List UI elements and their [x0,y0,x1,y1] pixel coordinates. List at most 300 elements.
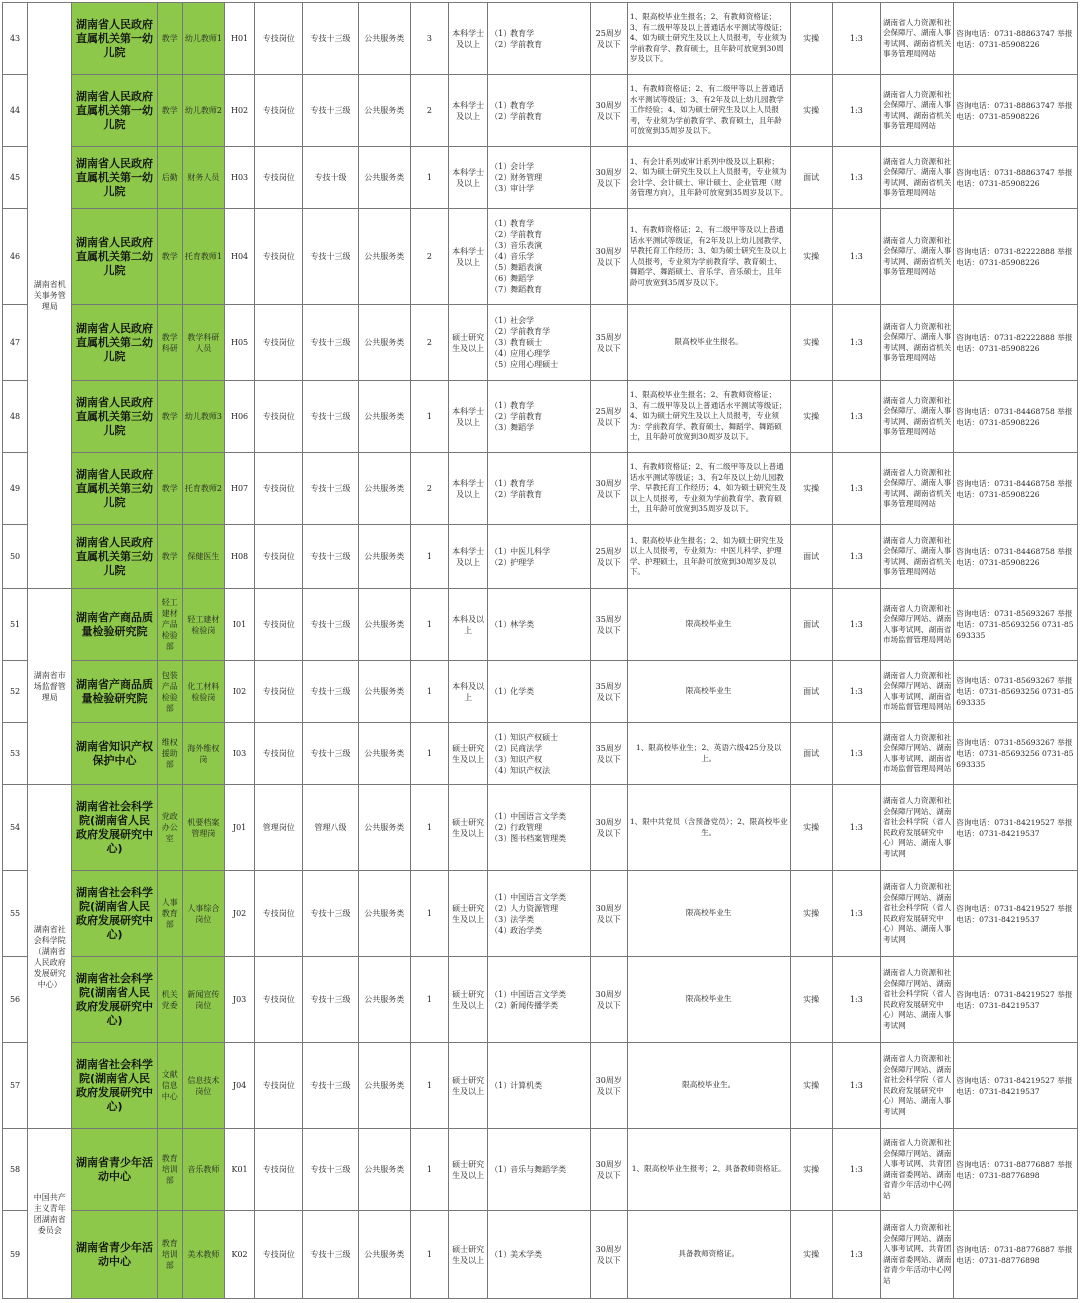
age-requirement: 30周岁及以下 [590,75,627,147]
hiring-count: 1 [410,871,448,957]
education-requirement: 本科学士及以上 [449,75,488,147]
row-number: 50 [3,525,28,589]
row-number: 46 [3,209,28,305]
table-row [3,661,1078,723]
position-name: 信息技术岗位 [182,1043,224,1129]
major-item-text: 知识产权硕士 [510,732,559,742]
position-level: 专技十三级 [303,3,358,75]
position-category: 公共服务类 [358,75,410,147]
position-name: 幼儿教师1 [182,3,224,75]
major-item-number: （6） [490,274,512,283]
position-category: 公共服务类 [358,381,410,453]
major-item-text: 学前教育 [510,489,543,499]
other-requirements: 限高校毕业生报名。 [627,305,790,381]
education-requirement: 硕士研究生及以上 [449,1211,488,1299]
position-name: 人事综合岗位 [182,871,224,957]
major-item-text: 舞蹈学 [510,274,535,283]
age-requirement: 30周岁及以下 [590,147,627,209]
employer-unit: 湖南省产商品质量检验研究院 [72,589,157,661]
publish-websites: 湖南省人力资源和社会保障厅、湖南人事考试网、湖南省机关事务管理局网站 [880,75,953,147]
contact-phones: 咨询电话：0731-84219527 举报电话：0731-84219537 [954,1043,1078,1129]
major-item-number: （1） [490,100,512,110]
position-level: 专技十三级 [303,661,358,723]
major-item-number: （1） [490,620,512,629]
major-item [490,422,587,433]
major-item-number: （7） [490,285,512,294]
competent-organization: 湖南省机关事务管理局 [28,3,72,589]
major-item-text: 林学类 [510,620,535,629]
major-item-number: （1） [490,989,512,999]
position-name: 美术教师 [182,1211,224,1299]
hiring-count: 2 [410,75,448,147]
major-list [488,723,590,785]
age-requirement: 25周岁及以下 [590,525,627,589]
education-requirement: 硕士研究生及以上 [449,305,488,381]
major-item [490,903,587,914]
major-item-text: 教育学 [510,401,535,410]
major-item [490,284,587,295]
major-item [490,546,587,557]
row-number: 45 [3,147,28,209]
major-item [490,337,587,348]
position-category: 公共服务类 [358,661,410,723]
employer-unit: 湖南省产商品质量检验研究院 [72,661,157,723]
major-list [488,147,590,209]
major-item-number: （2） [490,743,512,753]
major-item-text: 音乐学 [510,252,535,261]
major-item [490,111,587,122]
major-list [488,525,590,589]
major-item-text: 中医儿科学 [510,546,551,556]
row-number: 57 [3,1043,28,1129]
contact-phones: 咨询电话：0731-88863747 举报电话：0731-85908226 [954,147,1078,209]
major-list [488,453,590,525]
major-list [488,957,590,1043]
hiring-count: 1 [410,1129,448,1211]
hiring-count: 3 [410,3,448,75]
position-code: J02 [225,871,255,957]
major-item [490,251,587,262]
publish-websites: 湖南省人力资源和社会保障厅网站、湖南人事考试网、共青团湖南省委网站、湖南省青少年活动中心网站 [880,1211,953,1299]
position-name: 幼儿教师2 [182,75,224,147]
contact-phones: 咨询电话：0731-85693267 举报电话：0731-85693256 0731-85693335 [954,589,1078,661]
position-category: 公共服务类 [358,871,410,957]
major-item-text: 计算机类 [510,1081,543,1090]
other-requirements: 1、限高校毕业生；2、英语六级425分及以上。 [627,723,790,785]
employer-unit: 湖南省人民政府直属机关第一幼儿院 [72,147,157,209]
position-type: 专技岗位 [255,661,303,723]
major-item-number: （1） [490,732,512,742]
major-list [488,305,590,381]
position-type: 专技岗位 [255,871,303,957]
major-item-text: 财务管理 [510,173,543,182]
competent-organization: 湖南省市场监督管理局 [28,589,72,785]
position-code: J01 [225,785,255,871]
major-item [490,218,587,229]
major-list [488,381,590,453]
major-item-text: 学前教育 [510,412,543,421]
exam-method: 实操 [790,453,832,525]
exam-method: 面试 [790,525,832,589]
table-row [3,453,1078,525]
major-item-number: （2） [490,111,512,121]
department: 教育培训部 [157,1211,182,1299]
major-item-number: （2） [490,489,512,499]
position-name: 新闻宣传岗位 [182,957,224,1043]
major-item [490,732,587,743]
position-name: 托育教师1 [182,209,224,305]
other-requirements: 限高校毕业生。 [627,1043,790,1129]
major-item-text: 美术学类 [510,1250,543,1259]
other-requirements: 1、限高校毕业生报考；2、具备教师资格证。 [627,1129,790,1211]
major-list [488,1211,590,1299]
major-item-number: （1） [490,401,512,410]
major-item [490,183,587,194]
position-type: 专技岗位 [255,3,303,75]
major-item-text: 教育学 [510,28,535,38]
major-item [490,161,587,172]
position-code: I02 [225,661,255,723]
age-requirement: 30周岁及以下 [590,1211,627,1299]
position-type: 专技岗位 [255,75,303,147]
row-number: 55 [3,871,28,957]
major-item-text: 护理学 [510,557,535,567]
age-requirement: 35周岁及以下 [590,305,627,381]
table-row [3,1211,1078,1299]
major-item-number: （3） [490,423,512,432]
interview-ratio: 1:3 [832,1129,880,1211]
contact-phones: 咨询电话：0731-85693267 举报电话：0731-85693256 0731-85693335 [954,661,1078,723]
education-requirement: 本科及以上 [449,589,488,661]
position-level: 专技十三级 [303,305,358,381]
major-item-text: 教育学 [510,219,535,228]
other-requirements: 限高校毕业生 [627,957,790,1043]
age-requirement: 25周岁及以下 [590,381,627,453]
exam-method: 实操 [790,1043,832,1129]
contact-phones: 咨询电话：0731-84219527 举报电话：0731-84219537 [954,785,1078,871]
row-number: 47 [3,305,28,381]
position-name: 音乐教师 [182,1129,224,1211]
major-item-number: （1） [490,162,512,171]
interview-ratio: 1:3 [832,209,880,305]
position-type: 专技岗位 [255,209,303,305]
education-requirement: 本科及以上 [449,661,488,723]
major-item-number: （1） [490,546,512,556]
publish-websites: 湖南省人力资源和社会保障厅、湖南人事考试网、湖南省机关事务管理局网站 [880,381,953,453]
major-item [490,686,587,697]
other-requirements: 具备教师资格证。 [627,1211,790,1299]
position-level: 专技十三级 [303,209,358,305]
publish-websites: 湖南省人力资源和社会保障厅网站、湖南省社会科学院（省人民政府发展研究中心）网站、湖南人事考试网 [880,871,953,957]
recruitment-table [2,2,1078,1299]
position-level: 专技十三级 [303,723,358,785]
exam-method: 实操 [790,75,832,147]
major-item-text: 中国语言文学类 [510,892,567,902]
position-level: 专技十三级 [303,525,358,589]
major-item-number: （1） [490,1165,512,1174]
other-requirements: 1、限高校毕业生报名；2、如为硕士研究生及以上人员报考，专业须为：中医儿科学、护理学、护理硕士，且年龄可放宽到30周岁及以下。 [627,525,790,589]
major-item-text: 化学类 [510,687,535,696]
position-name: 机要档案管理岗 [182,785,224,871]
major-item-number: （2） [490,903,512,913]
age-requirement: 30周岁及以下 [590,957,627,1043]
major-item-number: （2） [490,173,512,182]
position-level: 专技十三级 [303,453,358,525]
major-item [490,765,587,776]
position-category: 公共服务类 [358,1211,410,1299]
interview-ratio: 1:3 [832,381,880,453]
major-item [490,833,587,844]
hiring-count: 1 [410,723,448,785]
hiring-count: 1 [410,381,448,453]
position-category: 公共服务类 [358,1129,410,1211]
department: 文献信息中心 [157,1043,182,1129]
hiring-count: 1 [410,661,448,723]
row-number: 53 [3,723,28,785]
position-code: J04 [225,1043,255,1129]
table-row [3,75,1078,147]
employer-unit: 湖南省人民政府直属机关第二幼儿院 [72,305,157,381]
contact-phones: 咨询电话：0731-84219527 举报电话：0731-84219537 [954,957,1078,1043]
position-name: 化工材料检验岗 [182,661,224,723]
major-item-text: 政治学类 [510,925,543,935]
position-level: 专技十三级 [303,871,358,957]
major-item-number: （3） [490,914,512,924]
exam-method: 实操 [790,871,832,957]
position-category: 公共服务类 [358,209,410,305]
employer-unit: 湖南省人民政府直属机关第二幼儿院 [72,209,157,305]
major-item-number: （2） [490,327,512,336]
major-list [488,589,590,661]
publish-websites: 湖南省人力资源和社会保障厅、湖南人事考试网、湖南省机关事务管理局网站 [880,525,953,589]
major-item-text: 教育学 [510,100,535,110]
table-row [3,147,1078,209]
position-level: 专技十三级 [303,1043,358,1129]
other-requirements: 1、限中共党员（含预备党员）；2、限高校毕业生。 [627,785,790,871]
major-item [490,914,587,925]
major-item-number: （2） [490,557,512,567]
department: 人事教育部 [157,871,182,957]
position-level: 专技十三级 [303,381,358,453]
age-requirement: 30周岁及以下 [590,871,627,957]
interview-ratio: 1:3 [832,453,880,525]
interview-ratio: 1:3 [832,1211,880,1299]
major-item-number: （3） [490,338,512,347]
interview-ratio: 1:3 [832,305,880,381]
other-requirements: 1、有教师资格证；2、有二级甲等以上普通话水平测试等级证；3、有2年及以上幼儿园教学工作经验；4、如为硕士研究生及以上人员报考，专业须为学前教育学、教育硕士，且年龄可放宽到35周岁及以下。 [627,75,790,147]
position-category: 公共服务类 [358,525,410,589]
position-code: K02 [225,1211,255,1299]
age-requirement: 30周岁及以下 [590,453,627,525]
major-item-number: （4） [490,765,512,775]
major-item [490,411,587,422]
hiring-count: 2 [410,209,448,305]
position-code: H06 [225,381,255,453]
major-item-number: （1） [490,892,512,902]
competent-organization: 中国共产主义青年团湖南省委员会 [28,1129,72,1299]
publish-websites: 湖南省人力资源和社会保障厅网站、湖南省社会科学院（省人民政府发展研究中心）网站、湖南人事考试网 [880,957,953,1043]
interview-ratio: 1:3 [832,525,880,589]
education-requirement: 硕士研究生及以上 [449,785,488,871]
position-level: 专技十级 [303,147,358,209]
other-requirements: 限高校毕业生 [627,589,790,661]
major-list [488,785,590,871]
employer-unit: 湖南省青少年活动中心 [72,1129,157,1211]
employer-unit: 湖南省人民政府直属机关第一幼儿院 [72,3,157,75]
major-item-number: （5） [490,360,512,369]
major-item-text: 中国语言文学类 [510,989,567,999]
position-level: 管理八级 [303,785,358,871]
hiring-count: 1 [410,589,448,661]
interview-ratio: 1:3 [832,785,880,871]
major-list [488,75,590,147]
major-item [490,619,587,630]
row-number: 48 [3,381,28,453]
position-name: 托育教师2 [182,453,224,525]
exam-method: 实操 [790,209,832,305]
department: 教学 [157,75,182,147]
department: 教学 [157,525,182,589]
major-list [488,209,590,305]
major-item-text: 应用心理硕士 [510,360,559,369]
major-item [490,100,587,111]
major-item-text: 审计学 [510,184,535,193]
major-item [490,28,587,39]
major-item-number: （1） [490,1081,512,1090]
table-row [3,723,1078,785]
hiring-count: 1 [410,957,448,1043]
employer-unit: 湖南省社会科学院(湖南省人民政府发展研究中心) [72,1043,157,1129]
education-requirement: 本科学士及以上 [449,453,488,525]
exam-method: 实操 [790,1129,832,1211]
interview-ratio: 1:3 [832,147,880,209]
major-item [490,989,587,1000]
position-level: 专技十三级 [303,75,358,147]
position-type: 专技岗位 [255,957,303,1043]
employer-unit: 湖南省人民政府直属机关第一幼儿院 [72,75,157,147]
contact-phones: 咨询电话：0731-84468758 举报电话：0731-85908226 [954,381,1078,453]
major-item-text: 图书档案管理类 [510,834,567,843]
age-requirement: 30周岁及以下 [590,1043,627,1129]
major-item [490,743,587,754]
contact-phones: 咨询电话：0731-85693267 举报电话：0731-85693256 0731-85693335 [954,723,1078,785]
position-name: 幼儿教师3 [182,381,224,453]
major-item-number: （1） [490,219,512,228]
position-category: 公共服务类 [358,3,410,75]
exam-method: 面试 [790,723,832,785]
position-name: 财务人员 [182,147,224,209]
major-item-text: 知识产权法 [510,765,551,775]
row-number: 49 [3,453,28,525]
other-requirements: 1、限高校毕业生报名；2、有教师资格证；3、有二级甲等及以上普通话水平测试等级证；4、如为硕士研究生及以上人员报考，专业须为：学前教育学、教育硕士、舞蹈学、舞蹈硕士，且年龄可放宽到30周岁及以下。 [627,381,790,453]
table-row [3,589,1078,661]
department: 教学 [157,381,182,453]
position-type: 专技岗位 [255,305,303,381]
major-item-text: 舞蹈学 [510,423,535,432]
major-item-number: （2） [490,823,512,832]
major-item [490,229,587,240]
position-type: 专技岗位 [255,1211,303,1299]
major-item-number: （4） [490,252,512,261]
major-item-text: 学前教育学 [510,327,551,336]
age-requirement: 30周岁及以下 [590,1129,627,1211]
major-item-text: 行政管理 [510,823,543,832]
other-requirements: 1、有教师资格证；2、有二级甲等及以上普通话水平测试等级证；3、有2年及以上幼儿园教学、早教托育工作经历；4、如为硕士研究生及以上人员报考，专业须为学前教育学、教育硕士，且年龄可放宽到35周岁及以下。 [627,453,790,525]
hiring-count: 1 [410,1043,448,1129]
other-requirements: 1、有教师资格证；2、有二级甲等及以上普通话水平测试等级证，有2年及以上幼儿园教学、早教托育工作经历；3、如为硕士研究生及以上人员报考，专业须为学前教育学、教育硕士、舞蹈学、舞蹈硕士、音乐学、音乐硕士，且年龄可放宽到35周岁及以下。 [627,209,790,305]
position-code: H01 [225,3,255,75]
major-item-number: （2） [490,39,512,49]
major-list [488,1043,590,1129]
position-level: 专技十三级 [303,1211,358,1299]
major-item-text: 教育学 [510,478,535,488]
hiring-count: 1 [410,147,448,209]
major-item-text: 教育硕士 [510,338,543,347]
employer-unit: 湖南省社会科学院(湖南省人民政府发展研究中心) [72,785,157,871]
contact-phones: 咨询电话：0731-84219527 举报电话：0731-84219537 [954,871,1078,957]
employer-unit: 湖南省知识产权保护中心 [72,723,157,785]
major-item-text: 学前教育 [510,111,543,121]
major-item [490,273,587,284]
publish-websites: 湖南省人力资源和社会保障厅网站、湖南人事考试网、湖南省市场监督管理局网站 [880,589,953,661]
major-item [490,892,587,903]
major-item-text: 法学类 [510,914,535,924]
major-item [490,1000,587,1011]
position-type: 管理岗位 [255,785,303,871]
position-code: H07 [225,453,255,525]
major-item [490,39,587,50]
row-number: 43 [3,3,28,75]
publish-websites: 湖南省人力资源和社会保障厅网站、湖南人事考试网、湖南省市场监督管理局网站 [880,661,953,723]
department: 教学科研 [157,305,182,381]
major-item-text: 应用心理学 [510,349,551,358]
publish-websites: 湖南省人力资源和社会保障厅网站、湖南人事考试网、湖南省市场监督管理局网站 [880,723,953,785]
interview-ratio: 1:3 [832,1043,880,1129]
interview-ratio: 1:3 [832,871,880,957]
major-item-number: （1） [490,316,512,325]
position-category: 公共服务类 [358,453,410,525]
position-code: H04 [225,209,255,305]
major-item-number: （1） [490,1250,512,1259]
exam-method: 实操 [790,1211,832,1299]
publish-websites: 湖南省人力资源和社会保障厅网站、湖南省社会科学院（省人民政府发展研究中心）网站、湖南人事考试网 [880,785,953,871]
publish-websites: 湖南省人力资源和社会保障厅、湖南人事考试网、湖南省机关事务管理局网站 [880,453,953,525]
position-category: 公共服务类 [358,723,410,785]
major-item [490,822,587,833]
other-requirements: 1、限高校毕业生报名；2、有教师资格证；3、有二级甲等及以上普通话水平测试等级证；4、如为硕士研究生及以上人员报考，专业须为学前教育学、教育硕士，且年龄可放宽到30周岁及以下。 [627,3,790,75]
interview-ratio: 1:3 [832,589,880,661]
major-item [490,925,587,936]
position-code: H05 [225,305,255,381]
education-requirement: 硕士研究生及以上 [449,723,488,785]
position-code: I01 [225,589,255,661]
major-item [490,348,587,359]
major-item [490,262,587,273]
row-number: 59 [3,1211,28,1299]
major-item-text: 社会学 [510,316,535,325]
major-item-number: （3） [490,184,512,193]
table-body [3,3,1078,1299]
major-item [490,1164,587,1175]
position-type: 专技岗位 [255,1129,303,1211]
hiring-count: 1 [410,785,448,871]
major-list [488,661,590,723]
education-requirement: 硕士研究生及以上 [449,1043,488,1129]
table-row [3,957,1078,1043]
major-item-number: （1） [490,687,512,696]
major-list [488,871,590,957]
table-row [3,3,1078,75]
